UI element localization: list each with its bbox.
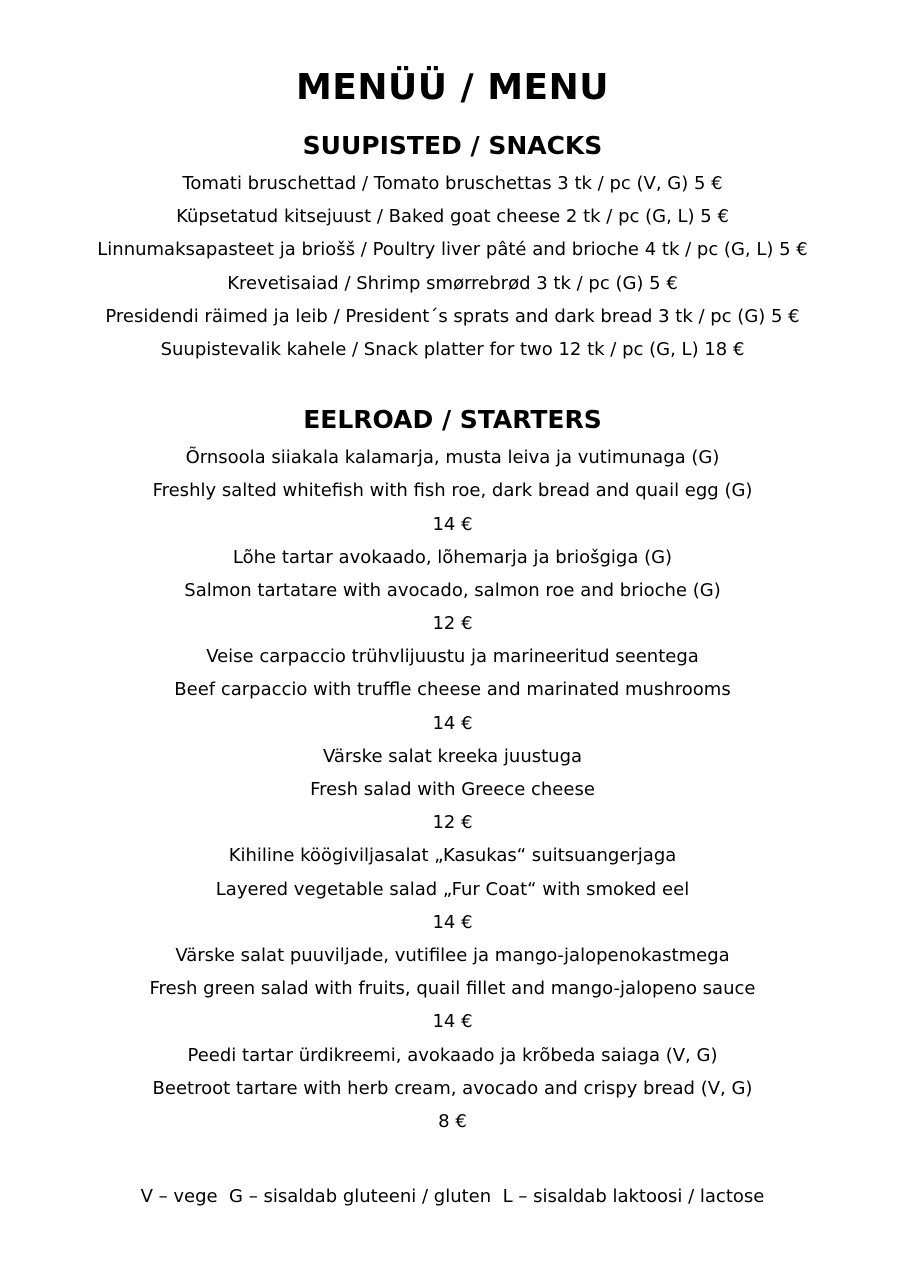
- starter-name-english: Freshly salted whitefish with fish roe, dark bread and quail egg (G): [152, 480, 753, 502]
- starter-price: 14 €: [432, 1011, 473, 1033]
- snack-item: Küpsetatud kitsejuust / Baked goat cheese 2 tk / pc (G, L) 5 €: [176, 206, 729, 228]
- starter-price: 8 €: [438, 1110, 467, 1132]
- menu-title: MENÜÜ / MENU: [295, 67, 609, 108]
- starters-list: [0, 441, 905, 1138]
- snack-item: Linnumaksapasteet ja briošš / Poultry liver pâté and brioche 4 tk / pc (G, L) 5 €: [97, 239, 808, 261]
- starter-price: 14 €: [432, 911, 473, 933]
- starter-name-english: Beef carpaccio with truffle cheese and marinated mushrooms: [174, 679, 731, 701]
- starter-name-english: Fresh green salad with fruits, quail fillet and mango-jalopeno sauce: [149, 978, 756, 1000]
- starter-name-english: Layered vegetable salad „Fur Coat“ with smoked eel: [215, 878, 690, 900]
- starter-name-english: Beetroot tartare with herb cream, avocado and crispy bread (V, G): [152, 1077, 753, 1099]
- snack-item: Krevetisaiad / Shrimp smørrebrød 3 tk / pc (G) 5 €: [227, 272, 678, 294]
- starter-name-estonian: Õrnsoola siiakala kalamarja, musta leiva ja vutimunaga (G): [185, 447, 720, 469]
- snack-item: Suupistevalik kahele / Snack platter for two 12 tk / pc (G, L) 18 €: [160, 338, 745, 360]
- starters-heading: EELROAD / STARTERS: [303, 405, 602, 435]
- starter-price: 12 €: [432, 613, 473, 635]
- starter-name-estonian: Värske salat puuviljade, vutifilee ja mango-jalopenokastmega: [175, 944, 730, 966]
- starter-price: 14 €: [432, 513, 473, 535]
- allergen-legend: V – vege G – sisaldab gluteeni / gluten L – sisaldab laktoosi / lactose: [140, 1186, 765, 1207]
- snacks-heading: SUUPISTED / SNACKS: [302, 131, 603, 160]
- starter-name-estonian: Veise carpaccio trühvlijuustu ja marineeritud seentega: [206, 646, 699, 668]
- starter-name-estonian: Lõhe tartar avokaado, lõhemarja ja briošgiga (G): [232, 546, 673, 568]
- starter-name-english: Salmon tartatare with avocado, salmon roe and brioche (G): [184, 579, 721, 601]
- snacks-list: [0, 167, 905, 366]
- snack-item: Presidendi räimed ja leib / President´s sprats and dark bread 3 tk / pc (G) 5 €: [105, 305, 800, 327]
- starter-name-estonian: Värske salat kreeka juustuga: [322, 745, 583, 767]
- starter-name-estonian: Peedi tartar ürdikreemi, avokaado ja krõbeda saiaga (V, G): [187, 1044, 718, 1066]
- starter-price: 14 €: [432, 712, 473, 734]
- starter-price: 12 €: [432, 812, 473, 834]
- starter-name-estonian: Kihiline köögiviljasalat „Kasukas“ suitsuangerjaga: [228, 845, 677, 867]
- snack-item: Tomati bruschettad / Tomato bruschettas 3 tk / pc (V, G) 5 €: [182, 173, 723, 194]
- starter-name-english: Fresh salad with Greece cheese: [310, 779, 595, 800]
